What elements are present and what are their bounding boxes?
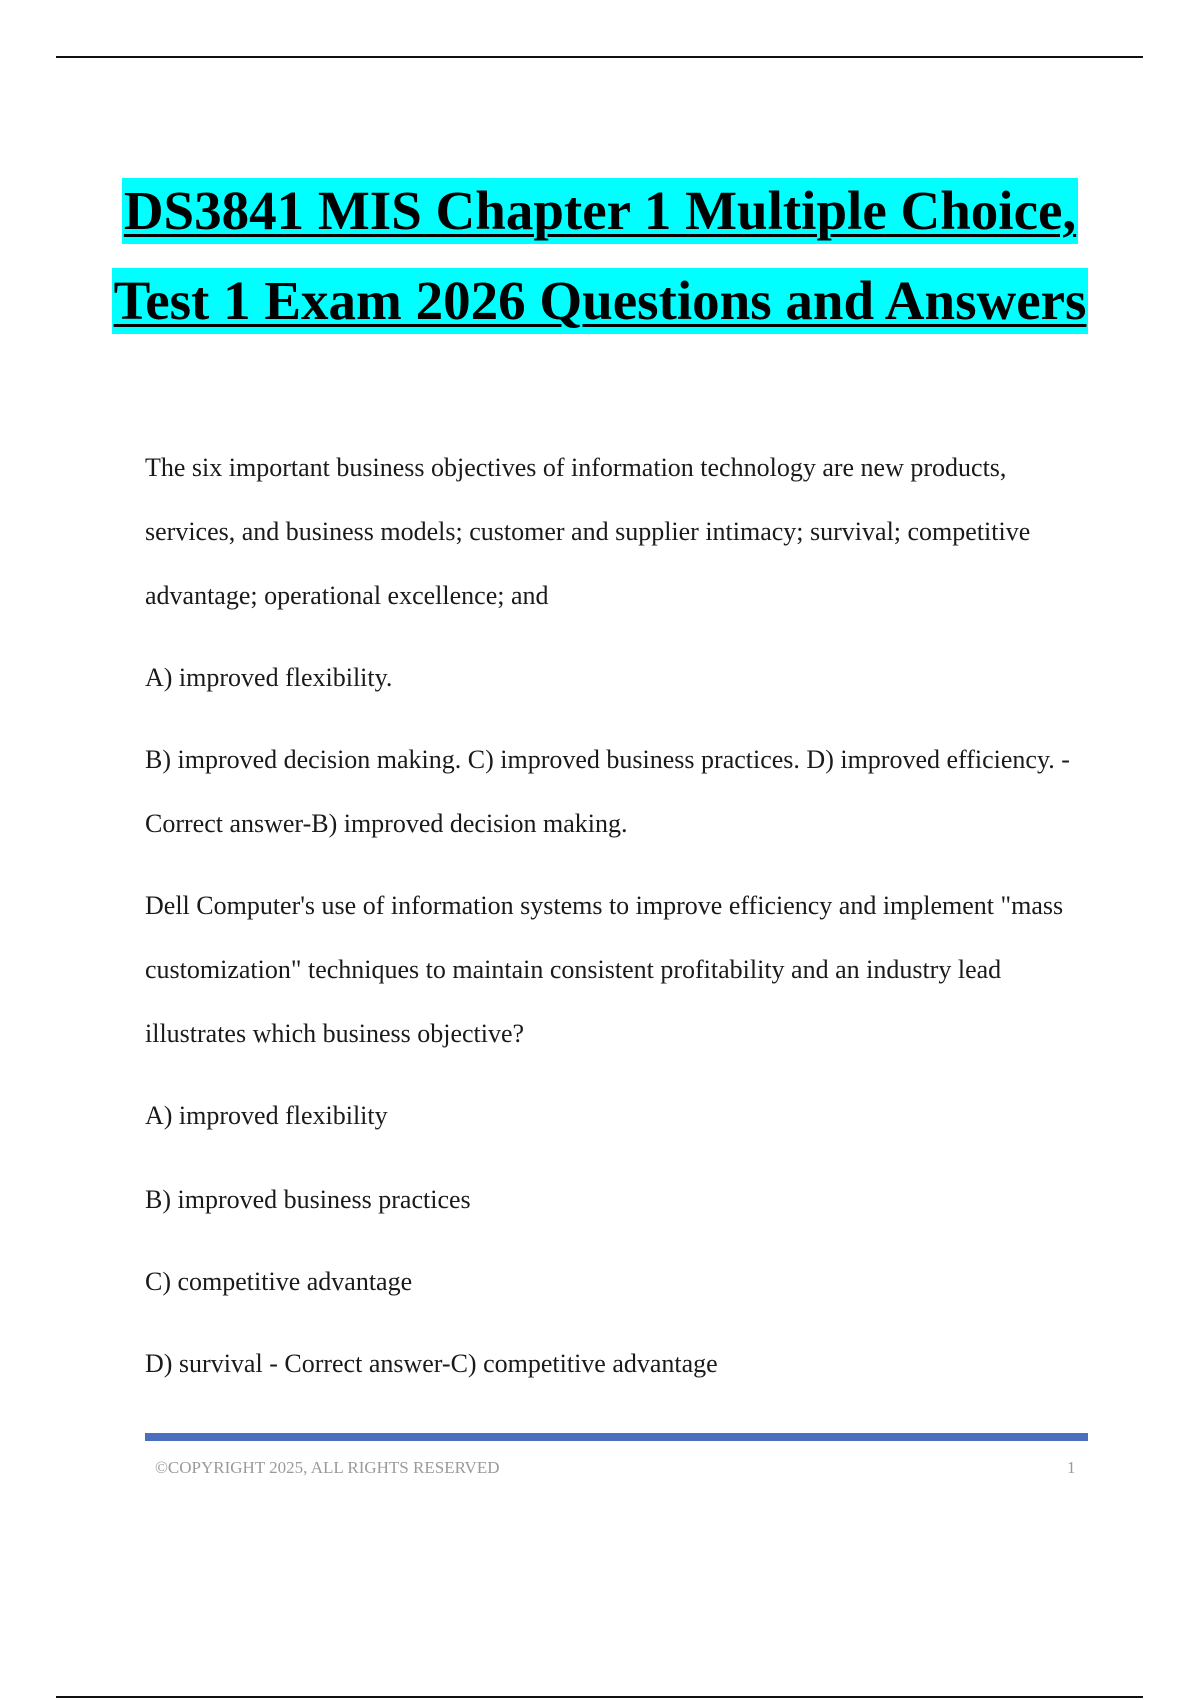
bottom-rule — [56, 1696, 1143, 1698]
question-2-stem: Dell Computer's use of information systems to improve efficiency and implement "mass customization" techniques to maintain consistent profitability and an industry lead illustrates which business objective? — [145, 891, 1064, 1048]
title-line-1: DS3841 MIS Chapter 1 Multiple Choice, — [122, 178, 1078, 244]
question-2-option-a: A) improved flexibility — [145, 1101, 388, 1130]
question-1-options-answer: B) improved decision making. C) improved business practices. D) improved efficiency. - Correct answer-B) improved decision making. — [145, 745, 1070, 838]
top-rule — [56, 56, 1143, 58]
page-number: 1 — [1067, 1458, 1076, 1477]
title-line-2: Test 1 Exam 2026 Questions and Answers — [112, 268, 1089, 334]
question-1-stem: The six important business objectives of information technology are new products, services, and business models; customer and supplier intimacy; survival; competitive advantage; operational excellence; and — [145, 453, 1031, 610]
footer-divider — [145, 1433, 1088, 1441]
question-2-option-d-answer: D) survival - Correct answer-C) competitive advantage — [145, 1349, 718, 1378]
question-2-option-c: C) competitive advantage — [145, 1267, 413, 1296]
question-1-option-a: A) improved flexibility. — [145, 663, 393, 692]
question-2-option-b: B) improved business practices — [145, 1185, 471, 1214]
document-title — [0, 178, 1200, 334]
document-body — [145, 436, 1095, 1396]
footer-copyright: ©COPYRIGHT 2025, ALL RIGHTS RESERVED — [155, 1458, 500, 1477]
